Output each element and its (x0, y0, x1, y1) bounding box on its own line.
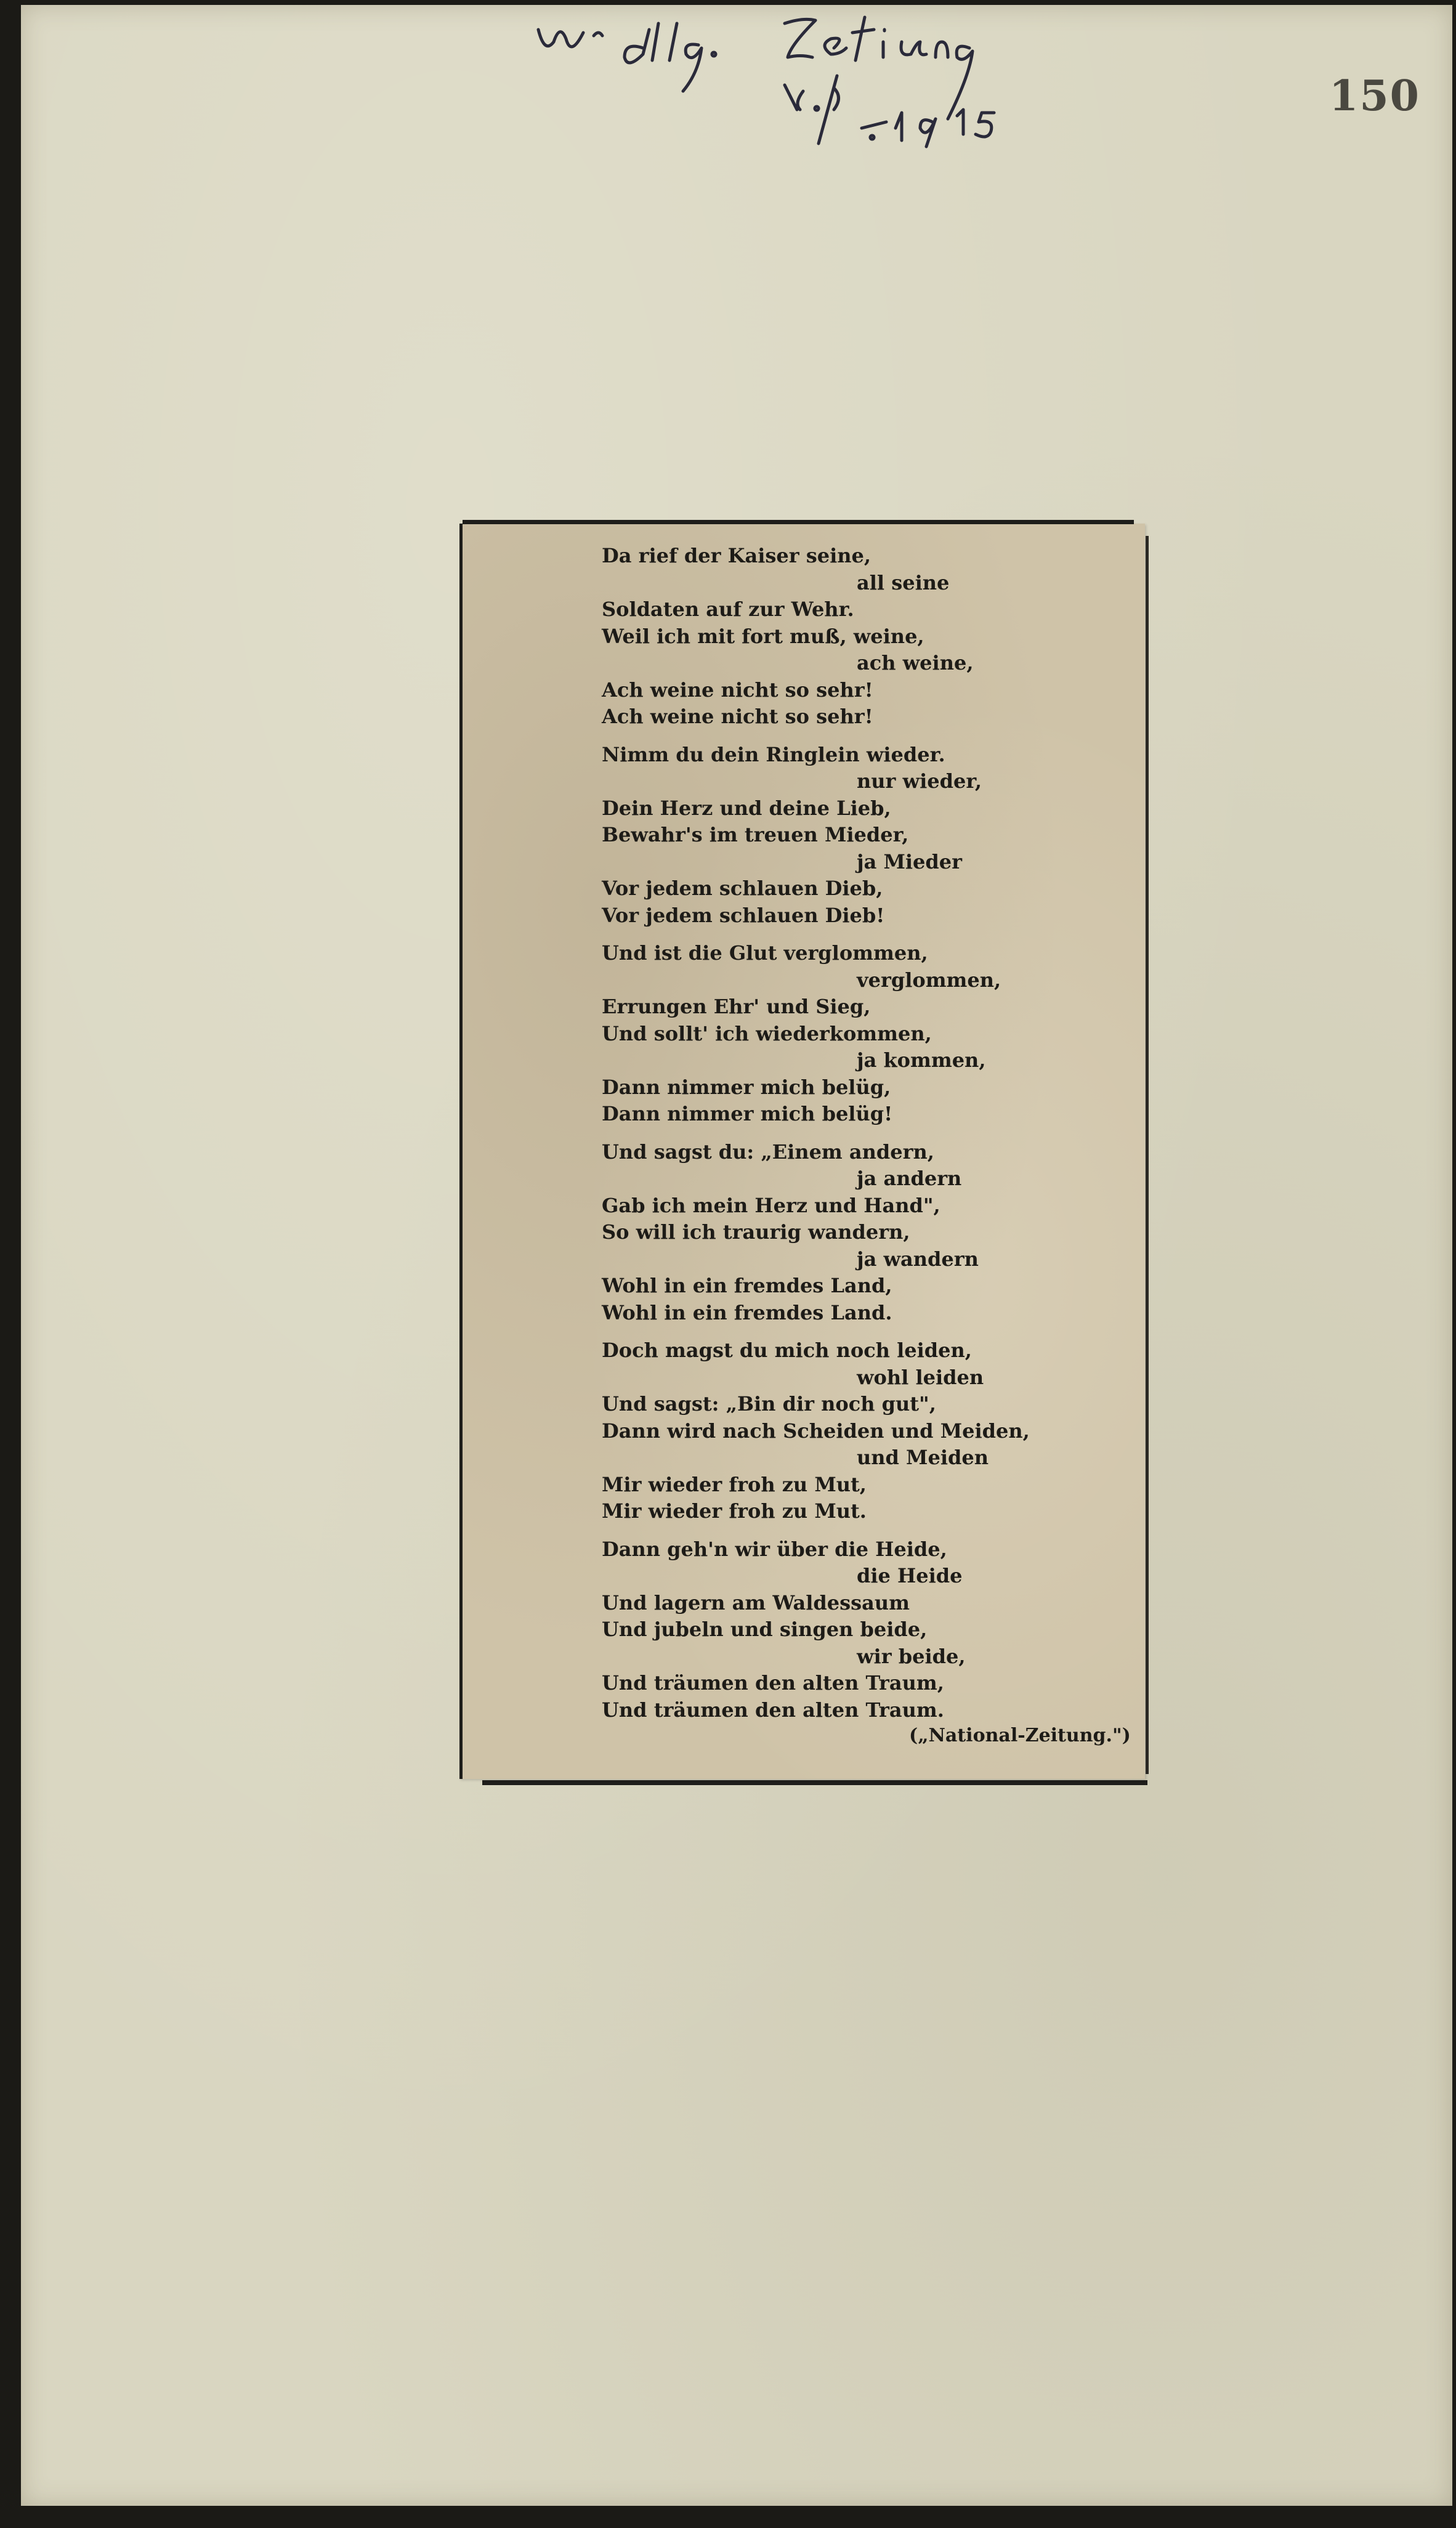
poem-text (463, 524, 1145, 1779)
poem-line: Und sagst: „Bin dir noch gut", (602, 1392, 936, 1416)
poem-refrain-line: ja Mieder (857, 850, 962, 873)
poem-line: Und träumen den alten Traum, (602, 1671, 944, 1695)
poem-line: Ach weine nicht so sehr! (602, 678, 873, 702)
poem-refrain-line: ach weine, (857, 651, 974, 675)
poem-line: Dann nimmer mich belüg! (602, 1102, 893, 1125)
poem-line: So will ich traurig wandern, (602, 1220, 910, 1244)
poem-refrain-line: ja wandern (857, 1247, 979, 1271)
poem-refrain-line: ja kommen, (857, 1048, 986, 1072)
poem-line: Soldaten auf zur Wehr. (602, 598, 854, 621)
clipping-right-edge (1146, 536, 1149, 1774)
poem-refrain-line: ja andern (857, 1167, 962, 1190)
poem-line: Vor jedem schlauen Dieb! (602, 904, 885, 927)
poem-source: („National-Zeitung.") (909, 1725, 1131, 1746)
handwritten-annotation (501, 5, 1105, 171)
poem-line: Nimm du dein Ringlein wieder. (602, 743, 945, 766)
poem-line: Wohl in ein fremdes Land, (602, 1274, 892, 1297)
clipping-bottom-rule (482, 1780, 1147, 1785)
handwritten-date (501, 62, 1105, 120)
poem-line: Und lagern am Waldessaum (602, 1591, 910, 1614)
poem-line: Ach weine nicht so sehr! (602, 705, 873, 728)
poem-line: Errungen Ehr' und Sieg, (602, 995, 871, 1018)
poem-line: Gab ich mein Herz und Hand", (602, 1194, 940, 1217)
poem-line: Dein Herz und deine Lieb, (602, 796, 891, 820)
archive-sheet (21, 5, 1452, 2506)
poem-line: Doch magst du mich noch leiden, (602, 1339, 972, 1362)
poem-line: Und ist die Glut verglommen, (602, 941, 928, 965)
poem-line: Vor jedem schlauen Dieb, (602, 877, 883, 900)
poem-line: Dann nimmer mich belüg, (602, 1076, 891, 1099)
poem-line: Und sagst du: „Einem andern, (602, 1140, 934, 1164)
poem-refrain-line: die Heide (857, 1564, 963, 1587)
poem-line: Bewahr's im treuen Mieder, (602, 823, 909, 846)
newspaper-clipping (459, 524, 1145, 1779)
poem-refrain-line: all seine (857, 571, 950, 594)
poem-line: Mir wieder froh zu Mut, (602, 1473, 867, 1496)
poem-line: Dann wird nach Scheiden und Meiden, (602, 1419, 1030, 1443)
poem-refrain-line: wir beide, (857, 1645, 966, 1668)
poem-refrain-line: wohl leiden (857, 1366, 984, 1389)
poem-line: Und träumen den alten Traum. (602, 1698, 944, 1722)
poem-line: Mir wieder froh zu Mut. (602, 1499, 867, 1523)
poem-refrain-line: nur wieder, (857, 769, 982, 793)
poem-refrain-line: und Meiden (857, 1446, 989, 1469)
poem-line: Wohl in ein fremdes Land. (602, 1301, 892, 1324)
poem-line: Und sollt' ich wiederkommen, (602, 1022, 932, 1045)
poem-line: Da rief der Kaiser seine, (602, 544, 872, 567)
poem-line: Und jubeln und singen beide, (602, 1618, 928, 1641)
poem-line: Weil ich mit fort muß, weine, (602, 625, 924, 648)
poem-refrain-line: verglommen, (857, 968, 1001, 992)
page-number: 150 (1329, 71, 1420, 121)
poem-line: Dann geh'n wir über die Heide, (602, 1537, 947, 1561)
handwritten-source-title (501, 5, 1105, 62)
